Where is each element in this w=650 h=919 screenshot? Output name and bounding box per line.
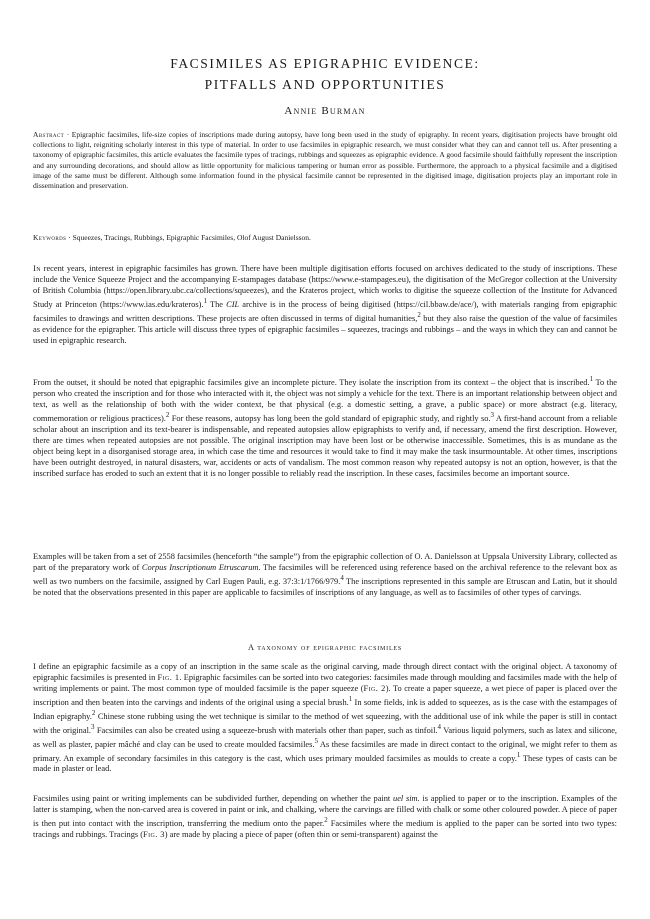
paragraph-text: ). To create a paper squeeze, a wet piece of paper is placed over the inscription and then beaten into the carvings and indents of the original using a special brush.	[33, 684, 617, 707]
paragraph-text: recent years, interest in epigraphic facsimiles has grown. There have been multiple digitisation efforts focused on archives dedicated to the study of inscriptions. These include the Venice Squeeze Project and the accompanying E-stampages database (https://www.e-stampages.eu), the digitisation of the McGregor collection at the University of British Columbia (https://open.library.ubc.ca/collections/squeezes), and the Krateros project, which works to digitise the squeeze collection of the Institute for Advanced Study at Princeton (https://www.ias.edu/krateros).	[33, 264, 617, 309]
paragraph-3	[33, 551, 617, 598]
latin-phrase: uel sim.	[393, 794, 420, 803]
paragraph-text: is applied to paper or to the inscription. Examples of the latter is stamping, when the non-carved area is covered in paint or ink, and chalking, where the carvings are filled with chalk or some other coloured powder. A piece of paper is then put into contact with the inscription, transferring the medium onto the paper.	[33, 794, 617, 828]
paragraph-lead-word: In	[33, 264, 41, 273]
paragraph-text: but they also raise the question of the value of facsimiles as evidence for the epigrapher. This article will discuss three types of epigraphic facsimiles – squeezes, tracings and rubbings – and the ways in which they can and cannot be used in epigraphic research.	[33, 313, 617, 345]
paragraph-text: Facsimiles where the medium is applied to the paper can be sorted into two types: tracings and rubbings. Tracings (	[33, 818, 617, 839]
abstract-separator: ·	[66, 130, 70, 139]
paragraph-text: ) are made by placing a piece of paper (often thin or semi-transparent) against the	[164, 829, 438, 839]
keywords-label: Keywords	[33, 233, 67, 242]
figure-reference[interactable]: Fig. 3	[143, 829, 165, 839]
footnote-marker: 4	[437, 722, 442, 731]
footnote-marker: 5	[314, 736, 318, 745]
footnote-marker: 2	[91, 708, 96, 717]
figure-reference[interactable]: Fig. 2	[363, 684, 386, 694]
paragraph-4	[33, 661, 617, 774]
paragraph-text: Chinese stone rubbing using the wet technique is similar to the method of wet squeezing, with the additional use of ink while the paper is still in contact with the original.	[33, 711, 617, 735]
keywords-text: Squeezes, Tracings, Rubbings, Epigraphic Facsimiles, Olof August Danielsson.	[72, 233, 311, 242]
paragraph-text: . Epigraphic facsimiles can be sorted into two categories: facsimiles made through moulding and facsimiles made with the help of writing implements or paint. The most common type of moulded facsimile is the paper squeeze (	[33, 673, 617, 694]
paragraph-text: As these facsimiles are made in direct contact to the original, we might refer to them as primary. An example of secondary facsimiles in this category is the cast, which uses primary moulded facsimiles as moulds to create a copy.	[33, 739, 617, 763]
abstract	[33, 130, 617, 191]
paragraph-text: The inscriptions represented in this sample are Etruscan and Latin, but it should be noted that the observations presented in this paper are applicable to facsimiles of inscriptions of any language, as well as to facsimiles of other types of carvings.	[33, 576, 617, 597]
cil-abbreviation: CIL	[226, 299, 240, 309]
article-title-line-2: PITFALLS AND OPPORTUNITIES	[204, 77, 446, 92]
footnote-marker: 4	[340, 574, 344, 583]
footnote-marker: 2	[324, 816, 328, 825]
paragraph-text: Facsimiles can also be created using a squeeze-brush with materials other than paper, such as tinfoil.	[94, 725, 438, 735]
paragraph-1	[33, 263, 617, 346]
author-name: Annie Burman	[284, 105, 366, 117]
paragraph-text: These types of casts can be made in plaster or lead.	[33, 753, 618, 774]
footnote-marker: 3	[490, 410, 495, 419]
keywords-separator: ·	[68, 233, 71, 242]
paragraph-text: . The facsimiles will be referenced using reference based on the archival reference to the relevant box as well as two numbers on the facsimile, assigned by Carl Eugen Pauli, e.g. 37:3:1/1766/979.	[33, 563, 617, 586]
footnote-marker: 1	[516, 750, 521, 759]
paragraph-text: archive is in the process of being digitised (https://cil.bbaw.de/ace/), with materials ranging from epigraphic facsimiles to drawings and written descriptions. These projects are often discussed in terms of digital humanities,	[33, 299, 617, 323]
paragraph-5	[33, 793, 617, 840]
paragraph-2	[33, 374, 617, 479]
footnote-marker: 1	[203, 297, 207, 306]
paragraph-text: Facsimiles using paint or writing implements can be subdivided further, depending on whether the paint	[33, 794, 393, 803]
article-title-line-1: FACSIMILES AS EPIGRAPHIC EVIDENCE:	[170, 56, 480, 71]
paragraph-text: Various liquid polymers, such as latex and silicone, as well as plaster, papier mâché and clay can be used to create moulded facsimiles.	[33, 725, 617, 749]
footnote-marker: 1	[348, 695, 353, 704]
footnote-marker: 2	[417, 310, 421, 319]
abstract-label: Abstract	[33, 130, 65, 139]
corpus-title: Corpus Inscriptionum Etruscarum	[141, 563, 259, 573]
abstract-text: Epigraphic facsimiles, life-size copies of inscriptions made during autopsy, have long been used in the study of epigraphy. In recent years, digitisation projects have brought old collections to light, reigniting scholarly interest in this type of material. In order to use facsimiles in epigraphic research, we must consider what they can and cannot tell us. After presenting a taxonomy of epigraphic facsimiles, this article evaluates the facsimile types of tracings, rubbings and squeezes as epigraphic evidence. A good facsimile should faithfully represent the inscription and any surrounding decorations, and should allow as little opportunity for malicious tampering or human error as possible. Furthermore, the approach to a physical facsimile and a digitised image of the same must be different. Although some information found in the physical facsimile cannot be represented in the digitised image, digitisation projects play an important role in dissemination and preservation.	[33, 130, 618, 191]
paragraph-text: Examples will be taken from a set of 2558 facsimiles (henceforth “the sample”) from the epigraphic collection of O. A. Danielsson at Uppsala University Library, collected as part of the preparatory work of	[33, 552, 617, 573]
footnote-marker: 1	[589, 375, 594, 383]
section-heading: A taxonomy of epigraphic facsimiles	[247, 643, 403, 652]
paragraph-text: From the outset, it should be noted that epigraphic facsimiles give an incomplete picture. They isolate the inscription from its context – the object that is inscribed.	[33, 377, 590, 387]
paragraph-text: I define an epigraphic facsimile as a copy of an inscription in the same scale as the original carving, made through direct contact with the original object. A taxonomy of epigraphic facsimiles is presented in	[33, 662, 617, 683]
paragraph-text: A first-hand account from a reliable scholar about an inscription and its text-bearer is indispensable, and repeated autopsies allow epigraphists to verify and, if necessary, amend the first description. However, there are times when repeated autopsies are not possible. The original inscription may have been lost or be otherwise inaccessible. Sometimes, this is as mundane as the object being kept in a disorganised storage area, in which case the time and resources it would take to find it may make the task insurmountable. At other times, inscriptions have been outright destroyed, in natural disasters, war, accidents or acts of vandalism. The most common reason why repeated autopsy is not an option, however, is that the inscribed surface has eroded to such an extent that it is no longer possible to reliably read the inscription. In these cases, facsimiles become an important source.	[33, 413, 617, 478]
paragraph-text: The	[206, 299, 227, 309]
keywords	[33, 233, 617, 243]
footnote-marker: 2	[165, 410, 170, 419]
footnote-marker: 3	[91, 722, 95, 731]
paragraph-text: For these reasons, autopsy has long been the gold standard of epigraphic study, and rightly so.	[169, 413, 491, 423]
figure-reference[interactable]: Fig. 1	[157, 673, 180, 683]
paragraph-text: In some fields, ink is added to squeezes, as is the case with the estampages of Indian epigraphy.	[33, 697, 617, 721]
paragraph-text: To the person who created the inscription and for those who interacted with it, the object was not simply a vehicle for the text. There is an important relationship between object and text, as well as the relationship of both with the wider context, be that physical (e.g. a domestic setting, a grave, a public space) or more abstract (e.g. literacy, commemoration or religious practices).	[33, 377, 617, 423]
